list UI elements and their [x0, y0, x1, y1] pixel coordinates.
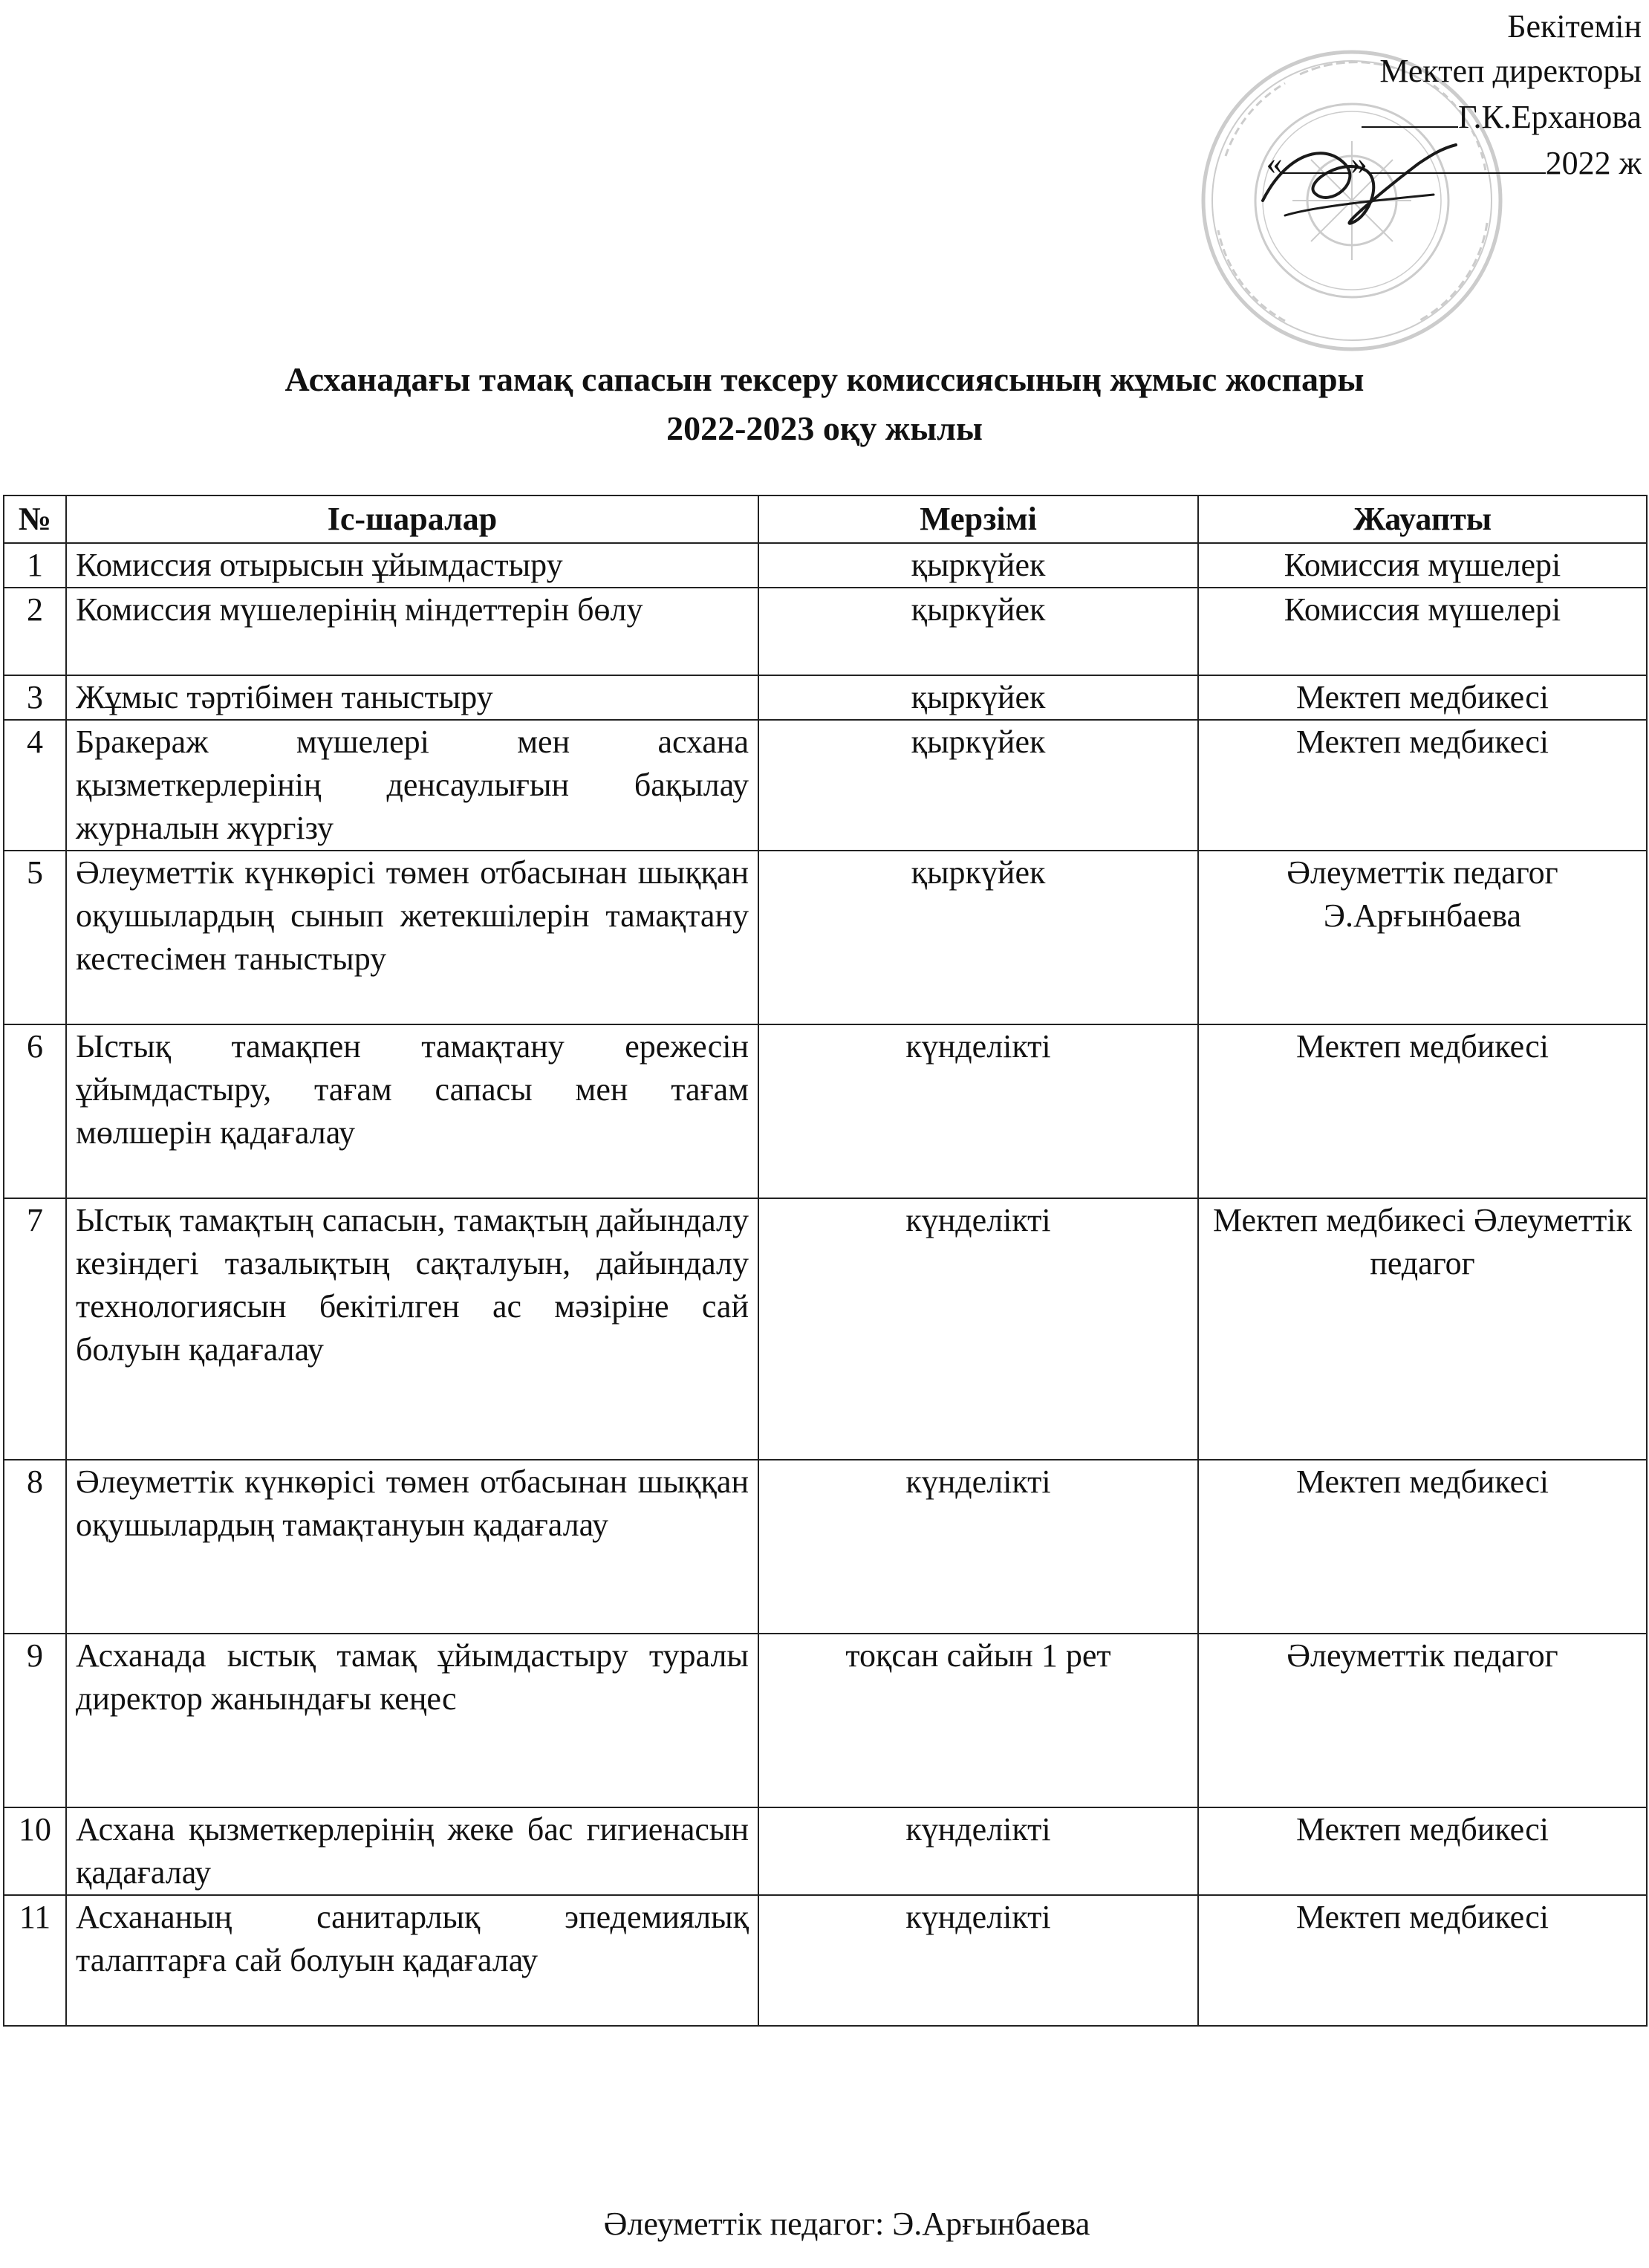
- row-term: күнделікті: [758, 1460, 1198, 1634]
- month-blank: [1367, 140, 1546, 174]
- row-number: 11: [4, 1895, 66, 2026]
- table-row: [4, 1024, 1647, 1198]
- table-row: [4, 1198, 1647, 1460]
- row-responsible: Әлеуметтік педагог: [1198, 1634, 1647, 1807]
- row-activity: Бракераж мүшелері мен асхана қызметкерлерінің денсаулығын бақылау журналын жүргізу: [66, 720, 758, 851]
- approval-position: Мектеп директоры: [1379, 53, 1642, 89]
- row-activity: Әлеуметтік күнкөрісі төмен отбасынан шыққан оқушылардың тамақтануын қадағалау: [66, 1460, 758, 1634]
- row-number: 9: [4, 1634, 66, 1807]
- row-activity: Асхана қызметкерлерінің жеке бас гигиенасын қадағалау: [66, 1807, 758, 1895]
- table-row: [4, 720, 1647, 851]
- row-responsible: Мектеп медбикесі: [1198, 675, 1647, 720]
- table-row: [4, 588, 1647, 675]
- date-close-quote: »: [1350, 145, 1367, 181]
- row-responsible: Әлеуметтік педагог Э.Арғынбаева: [1198, 851, 1647, 1024]
- signature-blank: [1362, 94, 1458, 128]
- row-number: 10: [4, 1807, 66, 1895]
- header-term: Мерзімі: [758, 495, 1198, 543]
- row-number: 3: [4, 675, 66, 720]
- row-responsible: Комиссия мүшелері: [1198, 543, 1647, 588]
- table-row: [4, 543, 1647, 588]
- row-term: қыркүйек: [758, 851, 1198, 1024]
- row-activity: Жұмыс тәртібімен таныстыру: [66, 675, 758, 720]
- row-term: күнделікті: [758, 1024, 1198, 1198]
- row-number: 5: [4, 851, 66, 1024]
- row-activity: Әлеуметтік күнкөрісі төмен отбасынан шыққан оқушылардың сынып жетекшілерін тамақтану кестесімен таныстыру: [66, 851, 758, 1024]
- row-responsible: Комиссия мүшелері: [1198, 588, 1647, 675]
- row-activity: Комиссия мүшелерінің міндеттерін бөлу: [66, 588, 758, 675]
- table-row: [4, 675, 1647, 720]
- date-open-quote: «: [1266, 145, 1283, 181]
- approval-approve-label: Бекітемін: [1507, 8, 1642, 45]
- row-term: қыркүйек: [758, 720, 1198, 851]
- row-responsible: Мектеп медбикесі: [1198, 1895, 1647, 2026]
- footer-signatory: Әлеуметтік педагог: Э.Арғынбаева: [603, 2206, 1090, 2242]
- day-blank: [1283, 140, 1351, 174]
- table-row: [4, 1460, 1647, 1634]
- header-responsible: Жауапты: [1198, 495, 1647, 543]
- row-term: қыркүйек: [758, 588, 1198, 675]
- row-term: тоқсан сайын 1 рет: [758, 1634, 1198, 1807]
- row-responsible: Мектеп медбикесі Әлеуметтік педагог: [1198, 1198, 1647, 1460]
- row-term: күнделікті: [758, 1198, 1198, 1460]
- approval-director-name-line: [1122, 94, 1642, 140]
- title-line-2: 2022-2023 оқу жылы: [666, 409, 983, 447]
- row-responsible: Мектеп медбикесі: [1198, 1807, 1647, 1895]
- row-activity: Асхананың санитарлық эпедемиялық талаптарға сай болуын қадағалау: [66, 1895, 758, 2026]
- approval-year: 2022 ж: [1545, 145, 1642, 181]
- row-number: 2: [4, 588, 66, 675]
- approval-director-name: Г.К.Ерханова: [1458, 99, 1642, 135]
- header-activities: Іс-шаралар: [66, 495, 758, 543]
- row-number: 1: [4, 543, 66, 588]
- table-row: [4, 1807, 1647, 1895]
- row-responsible: Мектеп медбикесі: [1198, 1460, 1647, 1634]
- table-header-row: [4, 495, 1647, 543]
- row-term: күнделікті: [758, 1895, 1198, 2026]
- title-line-1: Асханадағы тамақ сапасын тексеру комиссиясының жұмыс жоспары: [284, 360, 1365, 398]
- row-responsible: Мектеп медбикесі: [1198, 1024, 1647, 1198]
- row-number: 6: [4, 1024, 66, 1198]
- table-row: [4, 851, 1647, 1024]
- row-term: қыркүйек: [758, 675, 1198, 720]
- row-number: 8: [4, 1460, 66, 1634]
- row-activity: Комиссия отырысын ұйымдастыру: [66, 543, 758, 588]
- work-plan-table: [3, 495, 1648, 2027]
- row-term: күнделікті: [758, 1807, 1198, 1895]
- row-activity: Асханада ыстық тамақ ұйымдастыру туралы директор жанындағы кеңес: [66, 1634, 758, 1807]
- row-number: 7: [4, 1198, 66, 1460]
- table-row: [4, 1895, 1647, 2026]
- row-activity: Ыстық тамақтың сапасын, тамақтың дайындалу кезіндегі тазалықтың сақталуын, дайындалу технологиясын бекітілген ас мәзіріне сай болуын қадағалау: [66, 1198, 758, 1460]
- approval-date-line: [1122, 140, 1642, 186]
- row-activity: Ыстық тамақпен тамақтану ережесін ұйымдастыру, тағам сапасы мен тағам мөлшерін қадағалау: [66, 1024, 758, 1198]
- row-responsible: Мектеп медбикесі: [1198, 720, 1647, 851]
- approval-block: [1122, 4, 1642, 186]
- row-term: қыркүйек: [758, 543, 1198, 588]
- table-row: [4, 1634, 1647, 1807]
- header-number: №: [4, 495, 66, 543]
- row-number: 4: [4, 720, 66, 851]
- document-title: [0, 355, 1649, 453]
